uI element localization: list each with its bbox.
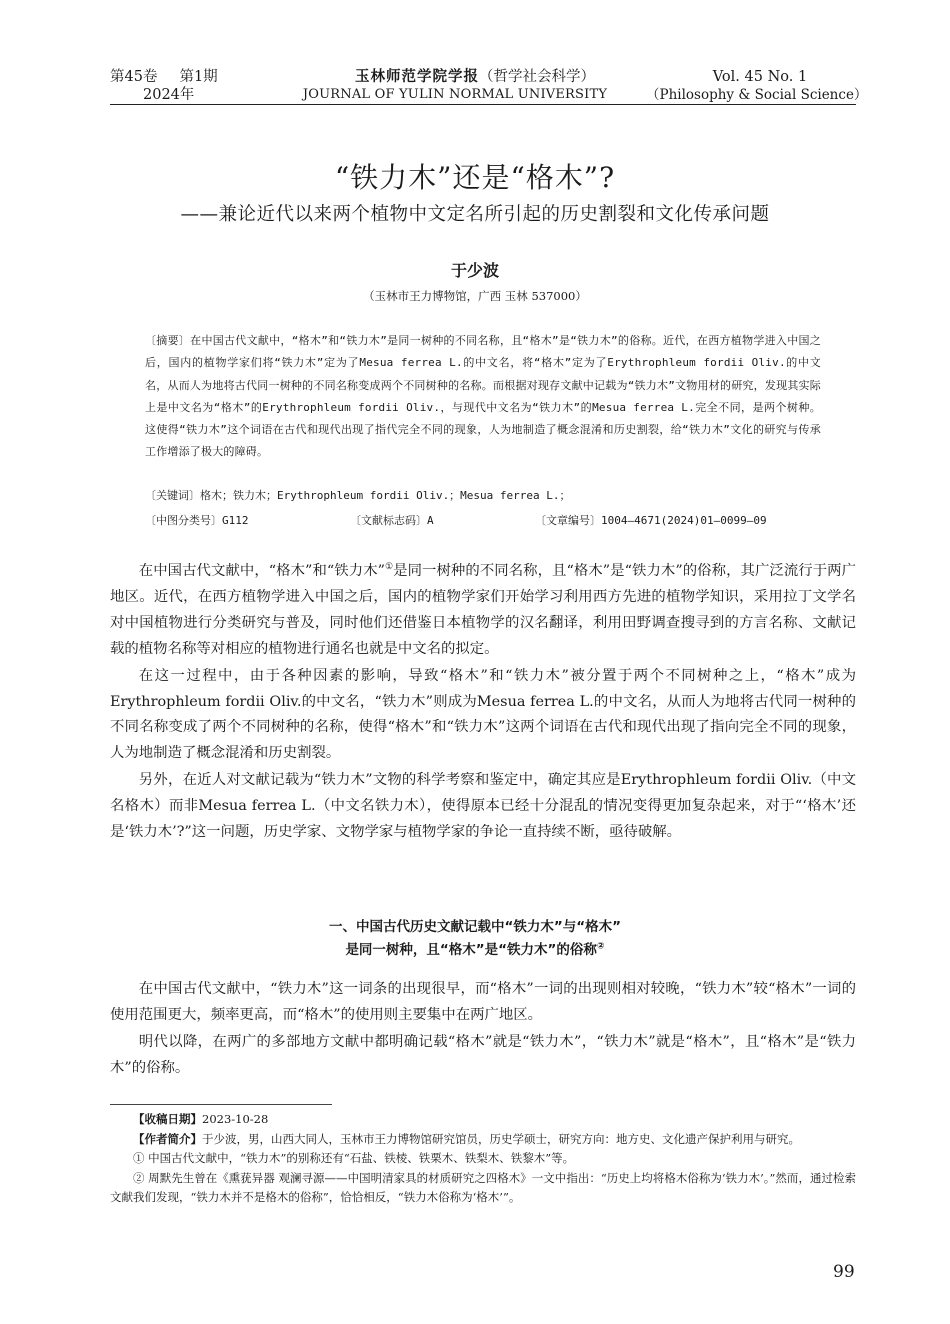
page-number: 99 <box>833 1262 855 1282</box>
footnote-2: ② 周默先生曾在《熏莸异器 观澜寻源——中国明清家具的材质研究之四格木》一文中指出：“历史上均将格木俗称为‘铁力木’。”然而，通过检索文献我们发现，“铁力木并不是格木的俗称”，恰恰相反，“铁力木俗称为‘格木’”。 <box>110 1170 856 1204</box>
footnote-1: ① 中国古代文献中，“铁力木”的别称还有“石盐、铁棱、铁栗木、铁梨木、铁黎木”等。 <box>133 1151 575 1165</box>
received-value: 2023-10-28 <box>202 1112 269 1126</box>
abstract-text: 在中国古代文献中，“格木”和“铁力木”是同一树种的不同名称，且“格木”是“铁力木”的俗称。近代，在西方植物学进入中国之后，国内的植物学家们将“铁力木”定为了Mesua ferrea L.的中文名，将“格木”定为了Erythrophleum fordii Oliv.的中文名，从而人为地将古代同一树种的不同名称变成两个不同树种的名称。而根据对现存文献中记载为“铁力木”文物用材的研究，发现其实际上是中文名为“格木”的Erythrophleum fordii Oliv.，与现代中文名为“铁力木”的Mesua ferrea L.完全不同，是两个树种。这使得“铁力木”这个词语在古代和现代出现了指代完全不同的现象，人为地制造了概念混淆和历史割裂，给“铁力木”文化的研究与传承工作增添了极大的障碍。 <box>145 334 821 459</box>
footnote-ref-1[interactable]: ① <box>385 562 394 573</box>
keywords <box>145 486 821 506</box>
footnote-rule <box>110 1104 332 1105</box>
footnote-ref-2[interactable]: ② <box>596 941 605 952</box>
paragraph-5: 明代以降，在两广的多部地方文献中都明确记载“格木”就是“铁力木”，“铁力木”就是“格木”，且“格木”是“铁力木”的俗称。 <box>110 1033 856 1076</box>
author-bio-label: 【作者简介】 <box>133 1131 202 1146</box>
header-journal-cn-section: （哲学社会科学） <box>479 69 595 85</box>
author-affiliation: （玉林市王力博物馆，广西 玉林 537000） <box>363 289 587 303</box>
paragraph-1 <box>110 559 856 663</box>
abstract-label: 〔摘要〕 <box>145 334 191 347</box>
header-journal-en: JOURNAL OF YULIN NORMAL UNIVERSITY <box>302 87 608 102</box>
abstract <box>145 330 821 464</box>
paragraph-3: 另外，在近人对文献记载为“铁力木”文物的科学考察和鉴定中，确定其应是Erythrophleum fordii Oliv.（中文名格木）而非Mesua ferrea L.（中文名铁力木），使得原本已经十分混乱的情况变得更加复杂起来，对于“‘格木’还是‘铁力木’?”这一问题，历史学家、文物学家与植物学家的争论一直持续不断，亟待破解。 <box>110 772 856 841</box>
section-heading-line-2-text: 是同一树种，且“格木”是“铁力木”的俗称 <box>345 942 597 958</box>
paragraph-2: 在这一过程中，由于各种因素的影响，导致“格木”和“铁力木”被分置于两个不同树种之上，“格木”成为Erythrophleum fordii Oliv.的中文名，“铁力木”则成为Mesua ferrea L.的中文名，从而人为地将古代同一树种的不同名称变成了两个不同树种的名称，使得“格木”和“铁力木”这两个词语在古代和现代出现了指向完全不同的现象，人为地制造了概念混淆和历史割裂。 <box>110 667 856 762</box>
received-date <box>110 1110 856 1130</box>
paragraph-1-start: 在中国古代文献中，“格木”和“铁力木” <box>138 563 385 579</box>
paragraph-4: 在中国古代文献中，“铁力木”这一词条的出现很早，而“格木”一词的出现则相对较晚，“铁力木”较“格木”一词的使用范围更大，频率更高，而“格木”的使用则主要集中在两广地区。 <box>110 981 856 1023</box>
doc-code <box>350 511 434 531</box>
author-bio <box>110 1130 856 1150</box>
article-number-value: 1004—4671(2024)01—0099—09 <box>601 514 767 527</box>
clc-value: G112 <box>222 514 249 527</box>
received-label: 【收稿日期】 <box>133 1112 202 1126</box>
header-volume-issue <box>110 68 218 86</box>
header-journal-cn-name: 玉林师范学院学报 <box>355 68 479 85</box>
clc-code <box>145 511 249 531</box>
body-section-1 <box>110 977 856 1082</box>
section-heading-line-2 <box>0 939 950 962</box>
author-name: 于少波 <box>450 261 499 280</box>
header-issue: 第1期 <box>179 69 218 85</box>
section-heading <box>0 916 950 962</box>
header-section-en: （Philosophy & Social Science） <box>646 87 868 103</box>
header-journal-cn <box>310 68 640 86</box>
clc-label: 〔中图分类号〕 <box>145 514 222 527</box>
body-intro <box>110 559 856 846</box>
doc-value: A <box>427 514 434 527</box>
header-vol-en: Vol. 45 No. 1 <box>712 69 808 85</box>
article-number <box>535 511 767 531</box>
article-subtitle: ——兼论近代以来两个植物中文定名所引起的历史割裂和文化传承问题 <box>180 204 770 225</box>
keywords-text: 格木；铁力木；Erythrophleum fordii Oliv.；Mesua ferrea L.； <box>200 489 571 502</box>
header-rule <box>110 104 856 105</box>
header-year: 2024年 <box>143 87 195 103</box>
footnotes <box>110 1110 856 1208</box>
keywords-label: 〔关键词〕 <box>145 489 200 502</box>
author-bio-value: 于少波，男，山西大同人，玉林市王力博物馆研究馆员，历史学硕士，研究方向：地方史、文化遗产保护利用与研究。 <box>202 1131 800 1146</box>
article-title: “铁力木”还是“格木”? <box>334 161 616 194</box>
header-volume: 第45卷 <box>110 69 158 85</box>
doc-label: 〔文献标志码〕 <box>350 514 427 527</box>
section-heading-line-1: 一、中国古代历史文献记载中“铁力木”与“格木” <box>329 919 621 935</box>
paragraph-1-rest: 是同一树种的不同名称，且“格木”是“铁力木”的俗称，其广泛流行于两广地区。近代，在西方植物学进入中国之后，国内的植物学家们开始学习利用西方先进的植物学知识，采用拉丁文学名对中国植物进行分类研究与普及，同时他们还借鉴日本植物学的汉名翻译，利用田野调查搜寻到的方言名称、文献记载的植物名称等对相应的植物进行通名也就是中文名的拟定。 <box>110 563 856 657</box>
article-number-label: 〔文章编号〕 <box>535 514 601 527</box>
